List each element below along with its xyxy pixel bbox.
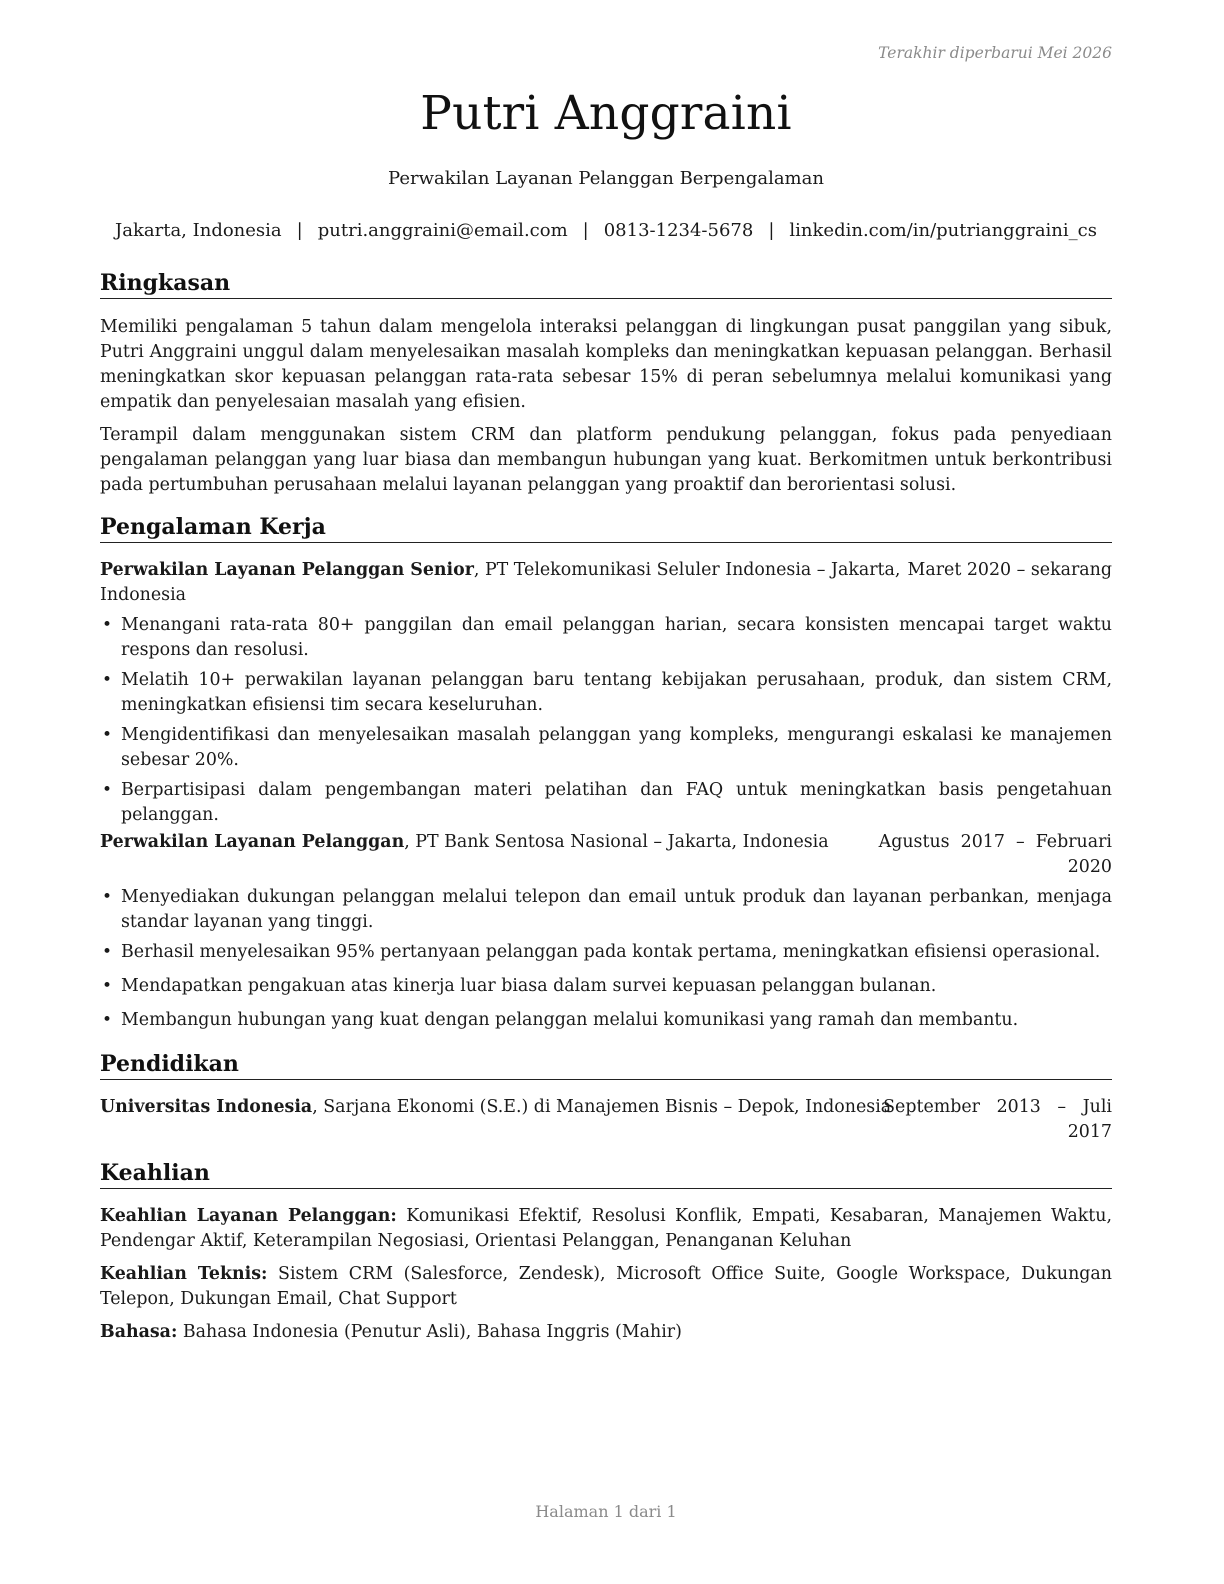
job-dates-start: Agustus 2017 – Februari [878,832,1112,852]
skill-group-label: Keahlian Teknis: [100,1264,268,1284]
job-role: Perwakilan Layanan Pelanggan Senior [100,560,474,580]
job-entry [100,830,1112,1033]
education-dates [883,1095,1112,1145]
job-org-cont: Indonesia [100,585,187,605]
list-item: • Membangun hubungan yang kuat dengan pelanggan melalui komunikasi yang ramah dan membantu. [100,1008,1112,1033]
candidate-name: Putri Anggraini [420,86,792,141]
section-title-experience: Pengalaman Kerja [100,514,1112,543]
summary-section [100,315,1112,498]
job-dates: Maret 2020 – sekarang [907,560,1112,580]
contact-linkedin[interactable]: linkedin.com/in/putrianggraini_cs [789,220,1097,241]
job-bullets [100,885,1112,1033]
section-title-summary: Ringkasan [100,270,1112,299]
list-item: • Mengidentifikasi dan menyelesaikan masalah pelanggan yang kompleks, mengurangi eskalasi ke manajemen sebesar 20%. [100,723,1112,773]
section-title-education: Pendidikan [100,1051,1112,1080]
job-bullets [100,613,1112,828]
skill-group [100,1204,1112,1254]
job-header [100,830,1112,877]
contact-location: Jakarta, Indonesia [115,220,282,241]
education-entry [100,1095,1112,1142]
contact-separator: | [768,220,775,241]
list-item: • Menangani rata-rata 80+ panggilan dan email pelanggan harian, secara konsisten mencapai target waktu respons dan resolusi. [100,613,1112,663]
skill-group-label: Keahlian Layanan Pelanggan: [100,1206,397,1226]
last-updated: Terakhir diperbarui Mei 2026 [878,44,1112,62]
summary-paragraph: Terampil dalam menggunakan sistem CRM dan platform pendukung pelanggan, fokus pada penyediaan pengalaman pelanggan yang luar biasa dan membangun hubungan yang kuat. Berkomitmen untuk berkontribusi pada pertumbuhan perusahaan melalui layanan pelanggan yang proaktif dan berorientasi solusi. [100,425,1112,495]
resume-page [100,0,1112,1584]
skills-section [100,1204,1112,1345]
skill-group-value: Bahasa Indonesia (Penutur Asli), Bahasa Inggris (Mahir) [177,1322,682,1342]
list-item: • Melatih 10+ perwakilan layanan pelanggan baru tentang kebijakan perusahaan, produk, dan sistem CRM, meningkatkan efisiensi tim secara keseluruhan. [100,668,1112,718]
education-dates-start: September 2013 – Juli [883,1097,1112,1117]
skill-group [100,1262,1112,1312]
job-dates-end: 2020 [1067,857,1112,877]
contact-separator: | [296,220,303,241]
headline: Perwakilan Layanan Pelanggan Berpengalaman [388,168,824,189]
summary-paragraph: Memiliki pengalaman 5 tahun dalam mengelola interaksi pelanggan di lingkungan pusat panggilan yang sibuk, Putri Anggraini unggul dalam menyelesaikan masalah kompleks dan meningkatkan kepuasan pelanggan. Berhasil meningkatkan skor kepuasan pelanggan rata-rata sebesar 15% di peran sebelumnya melalui komunikasi yang empatik dan penyelesaian masalah yang efisien. [100,317,1112,412]
list-item: • Berhasil menyelesaikan 95% pertanyaan pelanggan pada kontak pertama, meningkatkan efisiensi operasional. [100,940,1112,965]
job-org: , PT Telekomunikasi Seluler Indonesia – Jakarta, [473,560,901,580]
list-item: • Berpartisipasi dalam pengembangan materi pelatihan dan FAQ untuk meningkatkan basis pengetahuan pelanggan. [100,778,1112,828]
skill-group-label: Bahasa: [100,1322,178,1342]
job-dates [879,830,1112,880]
list-item: • Mendapatkan pengakuan atas kinerja luar biasa dalam survei kepuasan pelanggan bulanan. [100,974,1112,999]
job-role: Perwakilan Layanan Pelanggan [100,832,405,852]
education-dates-end: 2017 [1067,1122,1112,1142]
skill-group-value: Sistem CRM (Salesforce, Zendesk), Microsoft Office Suite, Google Workspace, Dukungan Telepon, Dukungan Email, Chat Support [100,1264,1112,1309]
contact-email[interactable]: putri.anggraini@email.com [317,220,568,241]
section-title-skills: Keahlian [100,1160,1112,1189]
education-school: Universitas Indonesia [100,1097,313,1117]
contact-line [100,220,1112,241]
job-header [100,558,1112,608]
education-header [100,1095,1112,1142]
education-degree: , Sarjana Ekonomi (S.E.) di Manajemen Bisnis – Depok, Indonesia [312,1097,892,1117]
job-entry [100,558,1112,828]
job-org: , PT Bank Sentosa Nasional – Jakarta, Indonesia [404,832,829,852]
list-item: • Menyediakan dukungan pelanggan melalui telepon dan email untuk produk dan layanan perbankan, menjaga standar layanan yang tinggi. [100,885,1112,935]
contact-phone[interactable]: 0813-1234-5678 [603,220,754,241]
skill-group [100,1320,1112,1345]
skill-group-value: Komunikasi Efektif, Resolusi Konflik, Empati, Kesabaran, Manajemen Waktu, Pendengar Aktif, Keterampilan Negosiasi, Orientasi Pelanggan, Penanganan Keluhan [100,1206,1112,1251]
page-footer: Halaman 1 dari 1 [535,1502,677,1521]
contact-separator: | [582,220,589,241]
